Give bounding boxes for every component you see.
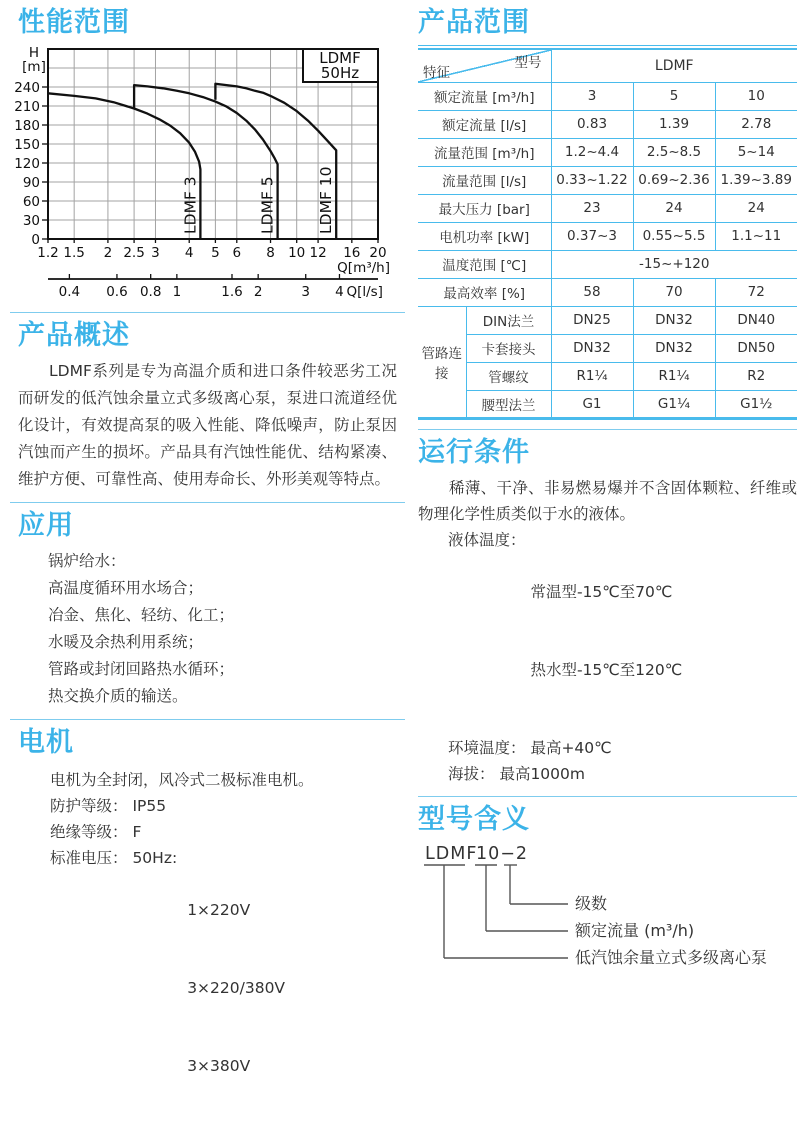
performance-chart [10,41,405,303]
application-item: 水暖及余热利用系统； [48,633,204,651]
y-tick-label: 180 [14,118,40,134]
y-tick-label: 150 [14,137,40,153]
application-item: 管路或封闭回路热水循环； [48,660,235,678]
cell: R1¼ [633,362,715,390]
x-tick-label: 20 [369,245,387,261]
cell: 0.37~3 [551,222,633,250]
x-tick-label: 6 [232,245,242,261]
cell: 24 [633,194,715,222]
table-row [418,222,797,250]
table-header-row [418,49,797,82]
cell: 2.78 [715,110,797,138]
cell-span: -15~+120 [551,250,797,278]
row-label: 最高效率 [%] [418,278,551,306]
section-title-performance: 性能范围 [18,7,130,38]
cell: 70 [633,278,715,306]
cell: 10 [715,82,797,110]
table-row [418,82,797,110]
application-item: 高温度循环用水场合； [48,579,204,597]
cell: G1¼ [633,390,715,418]
x-tick-label: 12 [309,245,327,261]
x-tick-label: 3 [151,245,160,261]
voltage-list [187,845,285,1131]
series-header: LDMF [551,49,797,82]
cell: 1.2~4.4 [551,138,633,166]
table-row-temperature [418,250,797,278]
motor-voltage: 标准电压： 50Hz: 1×220V 3×220/380V 3×380V [50,845,405,1131]
table-row [418,194,797,222]
motor-specs [50,767,405,1131]
cell: R2 [715,362,797,390]
x2-axis-title: Q[l/s] [346,284,383,300]
x2-tick-label: 2 [253,284,263,300]
cell: DN40 [715,306,797,334]
x-tick-label: 16 [343,245,361,261]
x-tick-label: 2.5 [123,245,145,261]
y-axis-title: H [28,45,40,61]
row-label: 温度范围 [℃] [418,250,551,278]
corner-label-model: 型号 [514,55,542,71]
cell: R1¼ [551,362,633,390]
cell: 72 [715,278,797,306]
x2-tick-label: 0.6 [106,284,128,300]
y-axis-title-unit: [m] [22,59,46,75]
cell: 1.39~3.89 [715,166,797,194]
table-row-connection [418,362,797,390]
connection-group-label: 管路连接 [418,306,466,418]
cell: 0.83 [551,110,633,138]
motor-insulation: 绝缘等级： F [50,823,142,841]
voltage-item: 3×220/380V [187,979,286,997]
motor-intro: 电机为全封闭，风冷式二极标准电机。 [50,771,314,789]
cell: G1½ [715,390,797,418]
table-row-efficiency [418,278,797,306]
table-row [418,166,797,194]
x2-tick-label: 4 [335,284,344,300]
x-axis-title: Q[m³/h] [337,260,390,276]
row-label: 额定流量 [l/s] [418,110,551,138]
section-divider [418,796,797,797]
y-tick-label: 240 [14,80,40,96]
table-row-connection [418,334,797,362]
operating-line-liquid-temp: 液体温度： 常温型-15℃至70℃ 热水型-15℃至120℃ [448,530,683,679]
cell: 0.55~5.5 [633,222,715,250]
table-row-connection [418,390,797,418]
application-item: 冶金、焦化、轻纺、化工； [48,606,235,624]
voltage-item: 3×380V [187,1057,251,1075]
cell: 58 [551,278,633,306]
x-tick-label: 2 [103,245,113,261]
legend-series: LDMF [319,49,361,67]
spec-table [418,48,797,420]
application-item: 锅炉给水： [48,552,126,570]
x-tick-label: 8 [266,245,275,261]
row-label: 最大压力 [bar] [418,194,551,222]
y-tick-label: 90 [22,175,40,191]
x-tick-label: 5 [211,245,220,261]
y-tick-label: 210 [14,99,40,115]
section-title-operating: 运行条件 [418,436,530,468]
cell: DN25 [551,306,633,334]
x-tick-label: 1.2 [37,245,59,261]
cell: 1.39 [633,110,715,138]
cell: 3 [551,82,633,110]
x-tick-label: 4 [184,245,194,261]
left-column [10,0,405,1131]
table-row-connection [418,306,797,334]
section-title-model: 型号含义 [418,803,530,835]
table-row [418,110,797,138]
voltage-item: 1×220V [187,901,251,919]
y-tick-label: 0 [31,232,40,248]
model-designation-diagram [418,840,797,990]
spec-table-wrap [418,45,797,420]
series-curve [48,93,200,239]
x2-tick-label: 0.8 [139,284,162,300]
row-label: 额定流量 [m³/h] [418,82,551,110]
cell: DN32 [633,334,715,362]
model-label-rated-flow: 额定流量 (m³/h) [575,920,695,940]
section-divider [10,719,405,720]
cell: 1.1~11 [715,222,797,250]
section-title-overview: 产品概述 [18,320,130,351]
series-label: LDMF 3 [181,176,200,234]
x2-tick-label: 3 [301,284,311,300]
section-divider [418,429,797,430]
application-list [48,548,405,710]
cell: 5 [633,82,715,110]
connection-sub-label: 腰型法兰 [466,390,551,418]
model-code-series: LDMF [425,843,478,864]
y-tick-label: 30 [22,213,40,229]
motor-protection: 防护等级： IP55 [50,797,167,815]
cell: G1 [551,390,633,418]
corner-cell [418,49,551,82]
operating-lines [448,527,797,787]
corner-label-feature: 特征 [423,64,450,81]
model-label-pump-type: 低汽蚀余量立式多级离心泵 [575,947,768,967]
x2-tick-label: 0.4 [58,284,81,300]
performance-chart-svg [10,41,405,303]
y-tick-label: 60 [22,194,40,210]
x2-tick-label: 1 [172,284,182,300]
right-column [413,0,797,990]
cell: 0.33~1.22 [551,166,633,194]
model-code-number: 10−2 [476,843,529,864]
x2-tick-label: 1.6 [221,284,243,300]
table-row [418,138,797,166]
x-tick-label: 1.5 [63,245,85,261]
legend-frequency: 50Hz [320,64,360,82]
row-label: 流量范围 [m³/h] [418,138,551,166]
y-tick-label: 120 [14,156,40,172]
cell: DN32 [551,334,633,362]
model-label-stages: 级数 [575,893,608,913]
section-title-motor: 电机 [18,727,74,758]
connection-sub-label: 卡套接头 [466,334,551,362]
cell: DN50 [715,334,797,362]
operating-line-altitude: 海拔： 最高1000m [448,764,585,783]
section-title-application: 应用 [18,510,74,541]
section-divider [10,312,405,313]
overview-paragraph: LDMF系列是专为高温介质和进口条件较恶劣工况而研发的低汽蚀余量立式多级离心泵，泵进口流道经优化设计，有效提高泵的吸入性能、降低噪声，防止泵因汽蚀而产生的损坏。产品具有汽蚀性能优、结构紧凑、维护方便、可靠性高、使用寿命长、外形美观等特点。 [18,362,397,488]
cell: 5~14 [715,138,797,166]
row-label: 流量范围 [l/s] [418,166,551,194]
model-diagram-svg [418,840,797,990]
x-tick-label: 10 [288,245,306,261]
cell: 24 [715,194,797,222]
operating-line-ambient-temp: 环境温度： 最高+40℃ [448,738,612,757]
connection-sub-label: DIN法兰 [466,306,551,334]
connection-sub-label: 管螺纹 [466,362,551,390]
cell: 23 [551,194,633,222]
cell: DN32 [633,306,715,334]
operating-paragraph: 稀薄、干净、非易燃易爆并不含固体颗粒、纤维或物理化学性质类似于水的液体。 [418,478,797,523]
section-title-range: 产品范围 [418,7,530,38]
cell: 2.5~8.5 [633,138,715,166]
application-item: 热交换介质的输送。 [48,687,188,705]
series-label: LDMF 5 [258,176,277,234]
cell: 0.69~2.36 [633,166,715,194]
series-label: LDMF 10 [317,166,336,234]
row-label: 电机功率 [kW] [418,222,551,250]
section-divider [10,502,405,503]
